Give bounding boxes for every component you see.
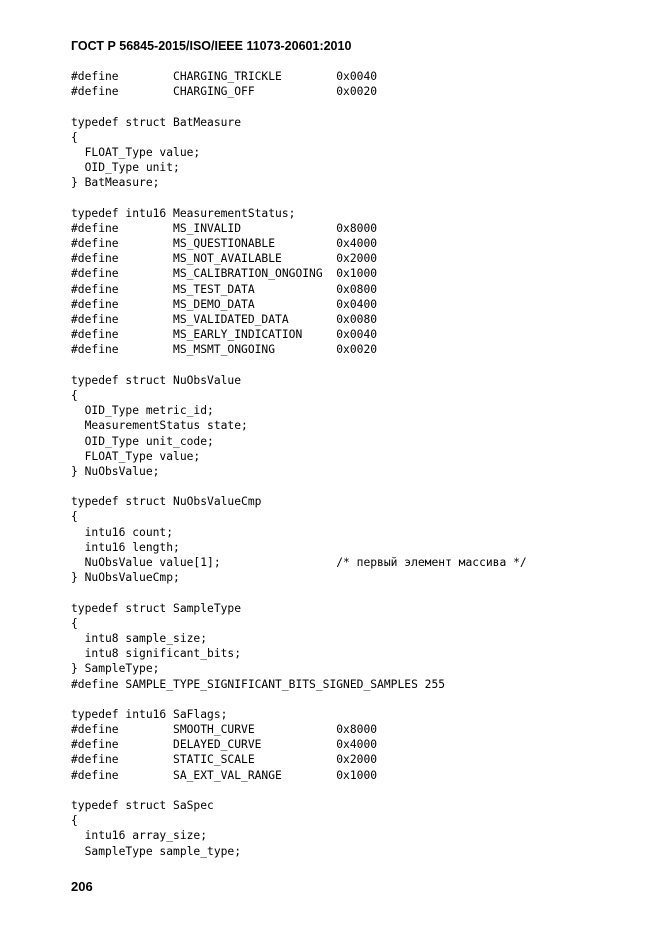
code-line: { — [71, 814, 78, 828]
code-line: typedef struct SaSpec — [71, 799, 214, 812]
code-line: typedef struct NuObsValueCmp — [71, 495, 262, 509]
code-line: typedef intu16 MeasurementStatus; — [71, 206, 296, 220]
code-line: typedef struct BatMeasure — [71, 115, 242, 129]
code-line: { — [71, 130, 78, 144]
code-line — [71, 99, 527, 114]
code-line: typedef struct NuObsValue — [71, 373, 242, 387]
code-line: NuObsValue value[1]; /* первый элемент массива */ — [71, 556, 527, 569]
code-line: #define MS_MSMT_ONGOING 0x0020 — [71, 343, 378, 357]
code-line: #define SAMPLE_TYPE_SIGNIFICANT_BITS_SIGNED_SAMPLES 255 — [71, 677, 446, 691]
code-line: #define CHARGING_TRICKLE 0x0040 — [71, 70, 378, 83]
code-line: #define MS_NOT_AVAILABLE 0x2000 — [71, 252, 378, 266]
code-line — [71, 479, 527, 494]
code-line: #define MS_VALIDATED_DATA 0x0080 — [71, 313, 378, 326]
code-line: #define MS_QUESTIONABLE 0x4000 — [71, 237, 378, 251]
code-line: typedef intu16 SaFlags; — [71, 707, 228, 721]
code-line: #define MS_TEST_DATA 0x0800 — [71, 282, 378, 296]
code-line: MeasurementStatus state; — [71, 419, 248, 433]
code-line: #define MS_DEMO_DATA 0x0400 — [71, 297, 378, 311]
code-line: #define MS_EARLY_INDICATION 0x0040 — [71, 328, 378, 342]
code-line: intu8 significant_bits; — [71, 647, 242, 661]
code-line: #define DELAYED_CURVE 0x4000 — [71, 738, 378, 752]
code-line — [71, 358, 527, 373]
code-line: } SampleType; — [71, 662, 160, 676]
code-listing — [71, 69, 527, 859]
code-line: intu16 length; — [71, 540, 180, 554]
code-line: typedef struct SampleType — [71, 601, 242, 615]
document-header: ГОСТ Р 56845-2015/ISO/IEEE 11073-20601:2010 — [71, 39, 352, 53]
code-line — [71, 585, 527, 600]
code-line: #define MS_INVALID 0x8000 — [71, 221, 378, 235]
code-line — [71, 191, 527, 206]
page-number: 206 — [71, 879, 93, 894]
code-line: intu8 sample_size; — [71, 631, 208, 645]
code-line: intu16 array_size; — [71, 829, 208, 843]
code-line: #define STATIC_SCALE 0x2000 — [71, 753, 378, 767]
code-line: SampleType sample_type; — [71, 844, 242, 858]
code-line: OID_Type metric_id; — [71, 404, 214, 418]
code-line: OID_Type unit_code; — [71, 434, 214, 448]
code-line: #define SMOOTH_CURVE 0x8000 — [71, 723, 378, 737]
code-line: FLOAT_Type value; — [71, 145, 201, 159]
code-line — [71, 692, 527, 707]
code-line: intu16 count; — [71, 525, 174, 539]
code-line — [71, 783, 527, 798]
code-line: } NuObsValueCmp; — [71, 571, 180, 585]
code-line: { — [71, 510, 78, 524]
code-line: #define MS_CALIBRATION_ONGOING 0x1000 — [71, 267, 378, 281]
code-line: { — [71, 616, 78, 630]
code-line: } BatMeasure; — [71, 176, 160, 190]
code-line: #define SA_EXT_VAL_RANGE 0x1000 — [71, 768, 378, 782]
code-line: } NuObsValue; — [71, 464, 160, 478]
code-line: { — [71, 388, 78, 402]
code-line: OID_Type unit; — [71, 161, 180, 175]
code-line: FLOAT_Type value; — [71, 449, 201, 463]
code-line: #define CHARGING_OFF 0x0020 — [71, 85, 378, 99]
